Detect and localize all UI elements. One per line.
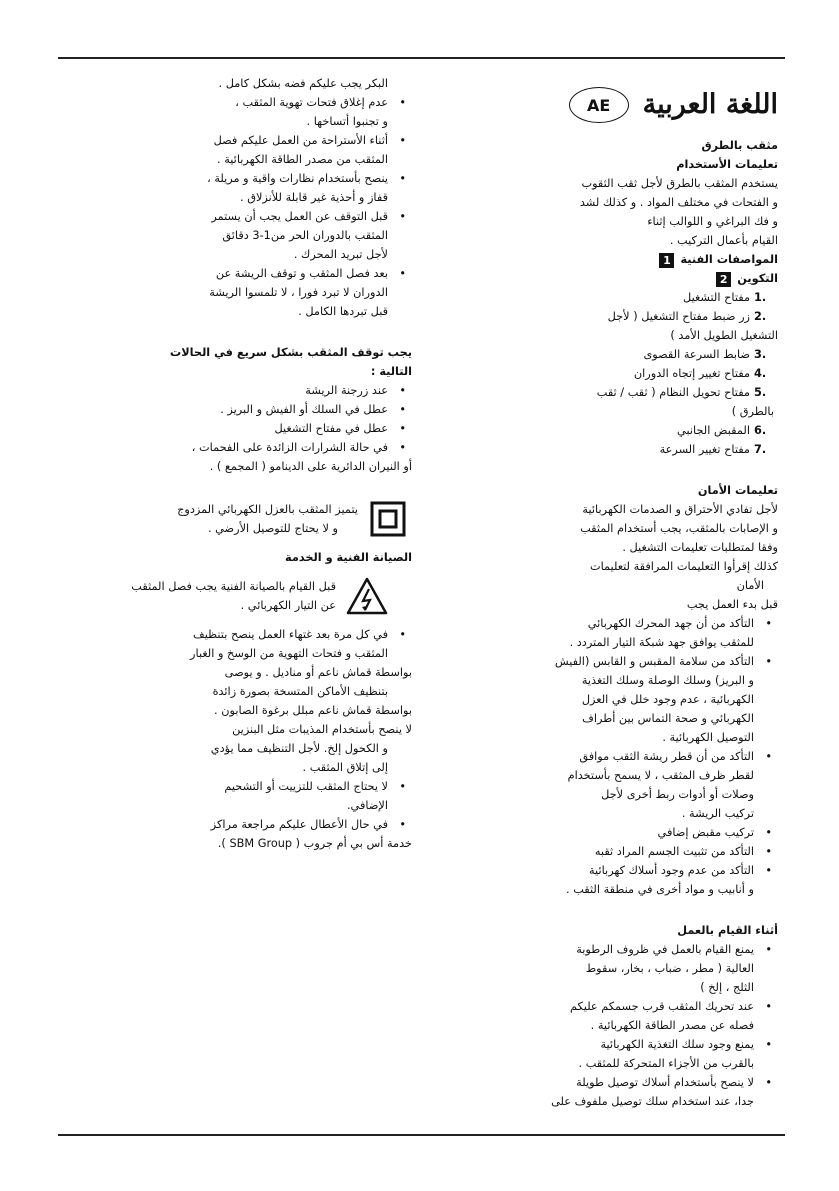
list-item bbox=[122, 815, 412, 853]
before-work-list bbox=[533, 614, 778, 899]
text-line: و الكحول إلخ. لأجل التنظيف مما يؤدي bbox=[210, 742, 388, 755]
specs-heading bbox=[533, 250, 778, 269]
text-line: الثلج ، إلخ ) bbox=[700, 981, 754, 994]
text-line: مفتاح التشغيل bbox=[683, 291, 750, 304]
text-line: التالية : bbox=[370, 365, 412, 378]
usage-line: القيام بأعمال التركيب . bbox=[669, 234, 778, 247]
list-item bbox=[533, 614, 778, 652]
text-line: بواسطة قماش ناعم مبلل برغوة الصابون . bbox=[214, 704, 412, 717]
page-title: اللغة العربية bbox=[642, 89, 778, 120]
list-item bbox=[122, 777, 412, 815]
emergency-stop-list bbox=[122, 381, 412, 476]
text-line: مفتاح تغيير إتجاه الدوران bbox=[633, 367, 750, 380]
text-line: يمنع القيام بالعمل في ظروف الرطوبة bbox=[576, 943, 754, 956]
text-line: التأكد من عدم وجود أسلاك كهربائية bbox=[589, 864, 754, 877]
text-line: تركيب مقبض إضافي bbox=[657, 826, 754, 839]
electric-hazard-icon bbox=[346, 577, 388, 615]
text-line: أو النيران الدائرية على الدينامو ( المجمع ) . bbox=[209, 460, 412, 473]
text-line: قبل التوقف عن العمل يجب أن يستمر bbox=[211, 210, 388, 223]
components-figure-badge: 2 bbox=[716, 272, 731, 287]
list-item bbox=[122, 400, 412, 419]
component-item bbox=[533, 440, 774, 459]
component-item bbox=[533, 307, 778, 345]
double-insulation-note bbox=[122, 500, 412, 538]
title-row bbox=[533, 82, 778, 128]
text-line: قبل تبردها الكامل . bbox=[298, 305, 388, 318]
double-insulation-icon bbox=[370, 501, 406, 537]
bottom-rule bbox=[58, 1134, 785, 1136]
list-item bbox=[533, 1035, 778, 1073]
maintenance-warning bbox=[122, 577, 412, 615]
text-line: 5. bbox=[754, 386, 767, 399]
text-line: كذلك إقرأوا التعليمات المرافقة لتعليمات bbox=[589, 560, 778, 573]
text-line: عطل في مفتاح التشغيل bbox=[274, 422, 388, 435]
maintenance-heading: الصيانة الفنية و الخدمة bbox=[285, 551, 412, 564]
list-item bbox=[122, 264, 412, 321]
text-line: عدم إغلاق فتحات تهوية المثقب ، bbox=[235, 96, 388, 109]
list-item bbox=[533, 997, 778, 1035]
text-line: بعد فصل المثقب و توقف الريشة عن bbox=[215, 267, 388, 280]
components-list bbox=[533, 288, 778, 459]
text-line: أثناء الأستراحة من العمل عليكم فصل bbox=[213, 134, 388, 147]
text-line: زر ضبط مفتاح التشغيل ( لأجل bbox=[607, 310, 750, 323]
text-line: و أنابيب و مواد أخرى في منطقة الثقب . bbox=[566, 883, 754, 896]
text-line: التأكد من أن قطر ريشة الثقب موافق bbox=[579, 750, 754, 763]
text-line: لا ينصح بأستخدام أسلاك توصيل طويلة bbox=[576, 1076, 754, 1089]
text-line: بتنظيف الأماكن المتسخة بصورة زائدة bbox=[212, 685, 388, 698]
text-line: في حال الأعطال عليكم مراجعة مراكز bbox=[210, 818, 388, 831]
text-line: التوصيل الكهربائية . bbox=[662, 731, 754, 744]
list-item bbox=[533, 842, 778, 861]
language-code-badge: AE bbox=[569, 87, 629, 123]
text-line: لقطر ظرف المثقب ، لا يسمح بأستخدام bbox=[567, 769, 754, 782]
text-line: العالية ( مطر ، ضباب ، بخار، سقوط bbox=[585, 962, 754, 975]
product-title: مثقب بالطرق bbox=[701, 139, 778, 152]
text-line: 7. bbox=[754, 443, 767, 456]
text-line: وصلات أو أدوات ربط أخرى لأجل bbox=[601, 788, 754, 801]
text-line: فصله عن مصدر الطاقة الكهربائية . bbox=[590, 1019, 754, 1032]
text-line: 2. bbox=[754, 310, 767, 323]
list-item bbox=[533, 1073, 778, 1111]
emergency-stop-heading bbox=[122, 343, 412, 381]
text-line: عند تحريك المثقب قرب جسمكم عليكم bbox=[570, 1000, 754, 1013]
text-line: 4. bbox=[754, 367, 767, 380]
usage-line: و فك البراغي و اللوالب إثناء bbox=[647, 215, 778, 228]
right-column bbox=[122, 74, 412, 853]
text-line: بالقرب من الأجزاء المتحركة للمثقب . bbox=[578, 1057, 754, 1070]
safety-heading: تعليمات الأمان bbox=[697, 484, 778, 497]
component-item bbox=[533, 421, 774, 440]
text-line: يمنع وجود سلك التغذية الكهربائية bbox=[600, 1038, 754, 1051]
text-line: يتميز المثقب بالعزل الكهربائي المزدوج bbox=[177, 503, 358, 516]
text-line: قفاز و أحذية غير قابلة للأنزلاق . bbox=[240, 191, 388, 204]
text-line: بالطرق ) bbox=[731, 405, 774, 418]
text-line: لأجل تفادي الأحتراق و الصدمات الكهربائية bbox=[582, 503, 778, 516]
text-line: التأكد من أن جهد المحرك الكهربائي bbox=[587, 617, 754, 630]
component-item bbox=[533, 383, 774, 421]
text-line: لا يحتاج المثقب للتزييت أو التشحيم bbox=[224, 780, 388, 793]
list-item bbox=[122, 131, 412, 169]
text-line: الدوران لا تبرد فورا ، لا تلمسوا الريشة bbox=[209, 286, 388, 299]
text-line: التأكد من تثبيت الجسم المراد ثقبه bbox=[594, 845, 754, 858]
text-line: مفتاح تحويل النظام ( ثقب / ثقب bbox=[596, 386, 750, 399]
text-line: التشغيل الطويل الأمد ) bbox=[670, 329, 778, 342]
continued-line: البكر يجب عليكم فضه بشكل كامل . bbox=[218, 77, 388, 90]
usage-line: و الفتحات في مختلف المواد . و كذلك لشد bbox=[579, 196, 778, 209]
during-work-heading: أثناء القيام بالعمل bbox=[677, 924, 778, 937]
list-item bbox=[533, 861, 778, 899]
text-line: وفقا لمتطلبات تعليمات التشغيل . bbox=[622, 541, 778, 554]
text-line: 6. bbox=[754, 424, 767, 437]
text-line: المثقب و فتحات التهوية من الوسخ و الغبار bbox=[190, 647, 388, 660]
text-line: جدا، عند استخدام سلك توصيل ملفوف على bbox=[551, 1095, 754, 1108]
during-work-list bbox=[533, 940, 778, 1111]
usage-heading: تعليمات الأستخدام bbox=[676, 158, 778, 171]
left-column bbox=[533, 82, 778, 1111]
text-line: قبل القيام بالصيانة الفنية يجب فصل المثقب bbox=[131, 580, 336, 593]
text-line: و البريز) وسلك الوصلة وسلك التغذية bbox=[581, 674, 754, 687]
list-item bbox=[122, 438, 412, 476]
text-line: 1. bbox=[754, 291, 767, 304]
list-item bbox=[122, 419, 412, 438]
usage-line: يستخدم المثقب بالطرق لأجل ثقب الثقوب bbox=[581, 177, 778, 190]
text-line: المثقب من مصدر الطاقة الكهربائية . bbox=[217, 153, 388, 166]
list-item bbox=[122, 93, 412, 131]
list-item bbox=[122, 207, 412, 264]
text-line: لأجل تبريد المحرك . bbox=[293, 248, 388, 261]
text-line: الكهربائية ، عدم وجود خلل في العزل bbox=[581, 693, 754, 706]
list-item bbox=[533, 823, 778, 842]
text-line: تركيب الريشة . bbox=[681, 807, 754, 820]
specs-label: المواصفات الفنية bbox=[680, 253, 778, 266]
list-item bbox=[122, 169, 412, 207]
text-line: التأكد من سلامة المقبس و القابس (الفيش bbox=[554, 655, 754, 668]
maintenance-list bbox=[122, 625, 412, 853]
text-line: بواسطة قماش ناعم أو مناديل . و يوصى bbox=[224, 666, 412, 679]
text-line: المقبض الجانبي bbox=[677, 424, 750, 437]
list-item bbox=[533, 652, 778, 747]
component-item bbox=[533, 345, 774, 364]
before-work-label: قبل بدء العمل يجب bbox=[686, 598, 778, 611]
text-line: و لا يحتاج للتوصيل الأرضي . bbox=[207, 522, 338, 535]
components-label: التكوين bbox=[737, 272, 778, 285]
component-item bbox=[533, 364, 774, 383]
text-line: عن التيار الكهربائي . bbox=[240, 599, 336, 612]
list-item bbox=[122, 381, 412, 400]
safety-intro bbox=[533, 500, 778, 595]
text-line: الكهربائي و صحة التماس بين أطراف bbox=[582, 712, 754, 725]
text-line: يجب توقف المثقب بشكل سريع في الحالات bbox=[169, 346, 412, 359]
text-line: 3. bbox=[754, 348, 767, 361]
text-line: ضابط السرعة القصوى bbox=[643, 348, 750, 361]
text-line: ينصح بأستخدام نظارات واقية و مريلة ، bbox=[207, 172, 388, 185]
text-line: و تجنبوا أتساخها . bbox=[306, 115, 388, 128]
text-line: في كل مرة بعد غتهاء العمل ينصح بتنظيف bbox=[193, 628, 388, 641]
list-item bbox=[533, 747, 778, 823]
text-line: الأمان bbox=[736, 579, 764, 592]
text-line: مفتاح تغيير السرعة bbox=[659, 443, 750, 456]
text-line: و الإصابات بالمثقب، يجب أستخدام المثقب bbox=[580, 522, 778, 535]
text-line: عطل في السلك أو الفيش و البريز . bbox=[220, 403, 388, 416]
component-item bbox=[533, 288, 774, 307]
text-line: خدمة أس بي أم جروب ( SBM Group ). bbox=[217, 837, 412, 850]
text-line: إلى إتلاق المثقب . bbox=[302, 761, 388, 774]
specs-figure-badge: 1 bbox=[659, 253, 674, 268]
text-line: عند زرجنة الريشة bbox=[305, 384, 388, 397]
usage-text bbox=[533, 174, 778, 250]
top-rule bbox=[58, 57, 785, 59]
text-line: للمثقب يوافق جهد شبكة التيار المتردد . bbox=[569, 636, 754, 649]
continued-list bbox=[122, 93, 412, 321]
text-line: في حالة الشرارات الزائدة على الفحمات ، bbox=[191, 441, 388, 454]
text-line: لا ينصح بأستخدام المذيبات مثل البنزين bbox=[232, 723, 412, 736]
text-line: المثقب بالدوران الحر من1-3 دقائق bbox=[222, 229, 388, 242]
components-heading bbox=[533, 269, 778, 288]
list-item bbox=[122, 625, 412, 777]
list-item bbox=[533, 940, 778, 997]
text-line: الإضافي. bbox=[346, 799, 388, 812]
